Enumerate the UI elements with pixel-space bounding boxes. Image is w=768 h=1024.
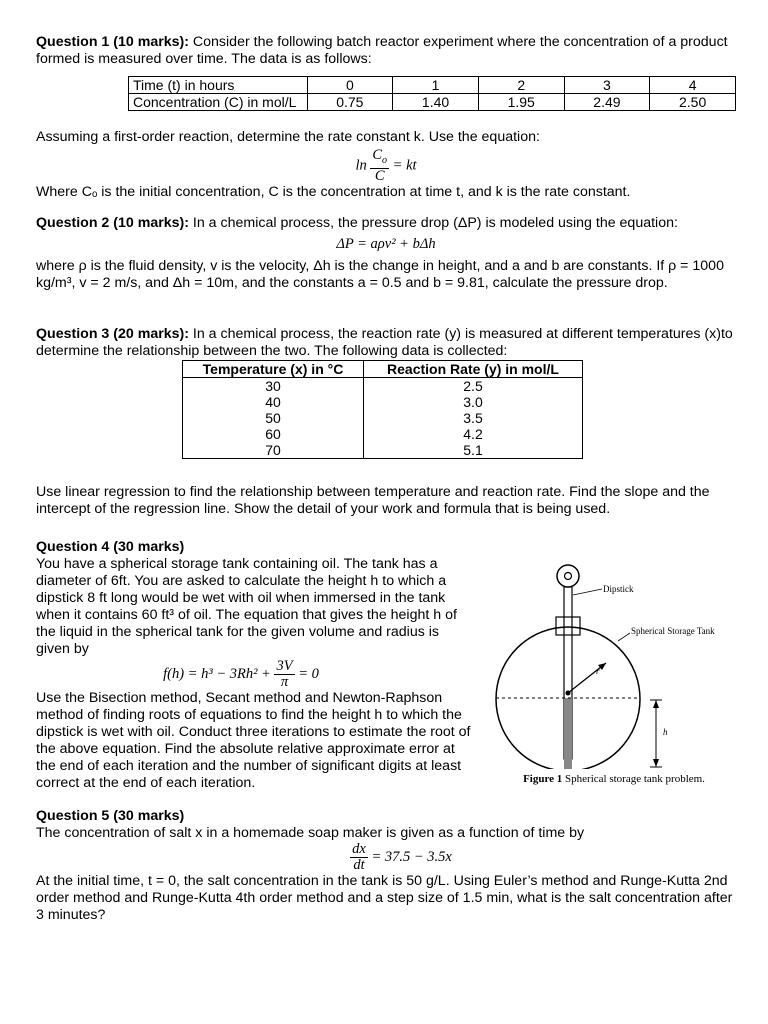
figure-caption-text: Spherical storage tank problem. xyxy=(562,772,705,785)
table-header-row xyxy=(183,360,583,377)
center-dot xyxy=(566,690,571,695)
q3-x: 50 xyxy=(183,410,364,426)
dipstick-wet-part xyxy=(564,698,572,769)
q5-eq-fraction xyxy=(350,842,368,873)
q5-equation xyxy=(66,842,736,873)
q1-eq-ln: ln xyxy=(355,157,367,174)
tank-diagram xyxy=(484,559,744,769)
q5-eq-rhs: = 37.5 − 3.5x xyxy=(371,848,452,865)
table-row xyxy=(183,394,583,410)
q4-body2: Use the Bisection method, Secant method and Newton-Raphson method of finding roots of equations to find the height h to which the dipstick is wet with oil. Conduct three iterations to estimate the root of the above equation. Find the absolute relative approximate error at the end of each iteration and the number of significant digits at least correct at the end of each iteration. xyxy=(36,689,471,791)
tank-neck xyxy=(556,617,580,635)
q4-equation xyxy=(6,659,476,690)
question-3 xyxy=(36,326,736,518)
q5-heading: Question 5 (30 marks) xyxy=(36,807,185,824)
q2-heading: Question 2 (10 marks): xyxy=(36,214,189,231)
tank-label: Spherical Storage Tank xyxy=(631,625,715,636)
q1-cell: 3 xyxy=(564,77,650,94)
q4-heading: Question 4 (30 marks) xyxy=(36,538,185,555)
dipstick-label: Dipstick xyxy=(603,583,634,594)
q5-eq-numerator: dx xyxy=(352,840,366,857)
q3-data-table xyxy=(182,360,583,459)
q1-eq-rhs: = kt xyxy=(392,157,417,174)
tank-leader xyxy=(618,633,630,641)
q1-intro xyxy=(36,34,736,68)
q3-y: 3.0 xyxy=(364,394,583,410)
q3-intro xyxy=(36,326,736,360)
q3-x: 40 xyxy=(183,394,364,410)
spherical-tank-figure xyxy=(484,559,744,789)
dipstick-ring xyxy=(557,565,579,587)
table-row xyxy=(129,77,736,94)
height-arrow-down xyxy=(653,759,659,767)
height-arrow-up xyxy=(653,700,659,708)
exam-page xyxy=(36,34,736,942)
q5-body: At the initial time, t = 0, the salt concentration in the tank is 50 g/L. Using Euler’s method and Runge-Kutta 2nd order method and Runge-Kutta 4th order method and a step size of 1.5 min, what is the salt concentration after 3 minutes? xyxy=(36,872,733,923)
q1-equation xyxy=(36,148,736,184)
q4-eq-fraction xyxy=(274,659,294,690)
dipstick-leader xyxy=(573,589,602,595)
q1-cell: 0 xyxy=(307,77,393,94)
q3-y: 4.2 xyxy=(364,426,583,442)
table-row xyxy=(183,442,583,459)
q1-cell: 2.49 xyxy=(564,94,650,111)
q1-where: Where Cₒ is the initial concentration, C is the concentration at time t, and k is the rate constant. xyxy=(36,183,631,200)
q1-eq-fraction xyxy=(370,148,389,184)
q3-y: 3.5 xyxy=(364,410,583,426)
q4-eq-numerator: 3V xyxy=(276,657,293,674)
q3-y: 2.5 xyxy=(364,377,583,394)
q1-eq-numerator-sub: o xyxy=(382,154,388,166)
q1-cell: 1.40 xyxy=(393,94,479,111)
q3-col-temperature: Temperature (x) in °C xyxy=(183,360,364,377)
q3-x: 60 xyxy=(183,426,364,442)
q4-text xyxy=(36,539,476,792)
figure-caption xyxy=(484,773,744,785)
table-row xyxy=(183,377,583,394)
q2-body: where ρ is the fluid density, v is the velocity, Δh is the change in height, and a and b are constants. If ρ = 1000 kg/m³, v = 2 m/s, and Δh = 10m, and the constants a = 0.5 and b = 9.81, calculate the pressure drop. xyxy=(36,257,724,291)
question-5 xyxy=(36,808,736,924)
dipstick-hole xyxy=(565,572,572,579)
q1-assume: Assuming a first-order reaction, determine the rate constant k. Use the equation: xyxy=(36,129,540,145)
q1-eq-numerator: C xyxy=(372,147,383,163)
q3-x: 30 xyxy=(183,377,364,394)
q4-eq-lhs: f(h) = h³ − 3Rh² + xyxy=(163,665,271,682)
table-row xyxy=(183,426,583,442)
q1-data-table xyxy=(128,76,736,111)
table-row xyxy=(183,410,583,426)
q3-x: 70 xyxy=(183,442,364,459)
q4-eq-rhs: = 0 xyxy=(298,665,319,682)
radius-label: r xyxy=(596,665,600,676)
q1-cell: 0.75 xyxy=(307,94,393,111)
q1-row-label: Concentration (C) in mol/L xyxy=(129,94,308,111)
q1-cell: 4 xyxy=(650,77,736,94)
q3-col-rate: Reaction Rate (y) in mol/L xyxy=(364,360,583,377)
q2-equation: ΔP = aρv² + bΔh xyxy=(336,235,436,252)
q5-eq-denominator: dt xyxy=(353,856,365,873)
q3-intro-text: In a chemical process, the reaction rate (y) is measured at different temperatures (x)to determine the relationship between the two. The following data is collected: xyxy=(36,325,733,359)
q2-intro xyxy=(36,215,736,232)
q5-intro: The concentration of salt x in a homemade soap maker is given as a function of time by xyxy=(36,824,585,841)
q3-heading: Question 3 (20 marks): xyxy=(36,325,189,342)
q1-cell: 1 xyxy=(393,77,479,94)
q3-y: 5.1 xyxy=(364,442,583,459)
q1-cell: 1.95 xyxy=(478,94,564,111)
q3-instructions: Use linear regression to find the relationship between temperature and reaction rate. Find the slope and the intercept of the regression line. Show the detail of your work and formula that is being used. xyxy=(36,483,710,517)
q1-intro-text: Consider the following batch reactor experiment where the concentration of a product formed is measured over time. The data is as follows: xyxy=(36,34,728,67)
q1-cell: 2.50 xyxy=(650,94,736,111)
q1-heading: Question 1 (10 marks): xyxy=(36,34,189,50)
q1-row-label: Time (t) in hours xyxy=(129,77,308,94)
table-row xyxy=(129,94,736,111)
question-1 xyxy=(36,34,736,201)
q1-cell: 2 xyxy=(478,77,564,94)
question-2 xyxy=(36,215,736,292)
q4-body1: You have a spherical storage tank containing oil. The tank has a diameter of 6ft. You are asked to calculate the height h to which a dipstick 8 ft long would be wet with oil when immersed in the tank when it contains 60 ft³ of oil. The equation that gives the height h of the liquid in the spherical tank for the given volume and radius is given by xyxy=(36,555,457,657)
q2-intro-text: In a chemical process, the pressure drop (ΔP) is modeled using the equation: xyxy=(188,214,678,231)
q4-eq-denominator: π xyxy=(280,673,289,690)
height-label: h xyxy=(663,726,668,737)
question-4 xyxy=(36,539,736,792)
q1-eq-denominator: C xyxy=(374,167,385,184)
figure-caption-number: Figure 1 xyxy=(523,772,563,785)
